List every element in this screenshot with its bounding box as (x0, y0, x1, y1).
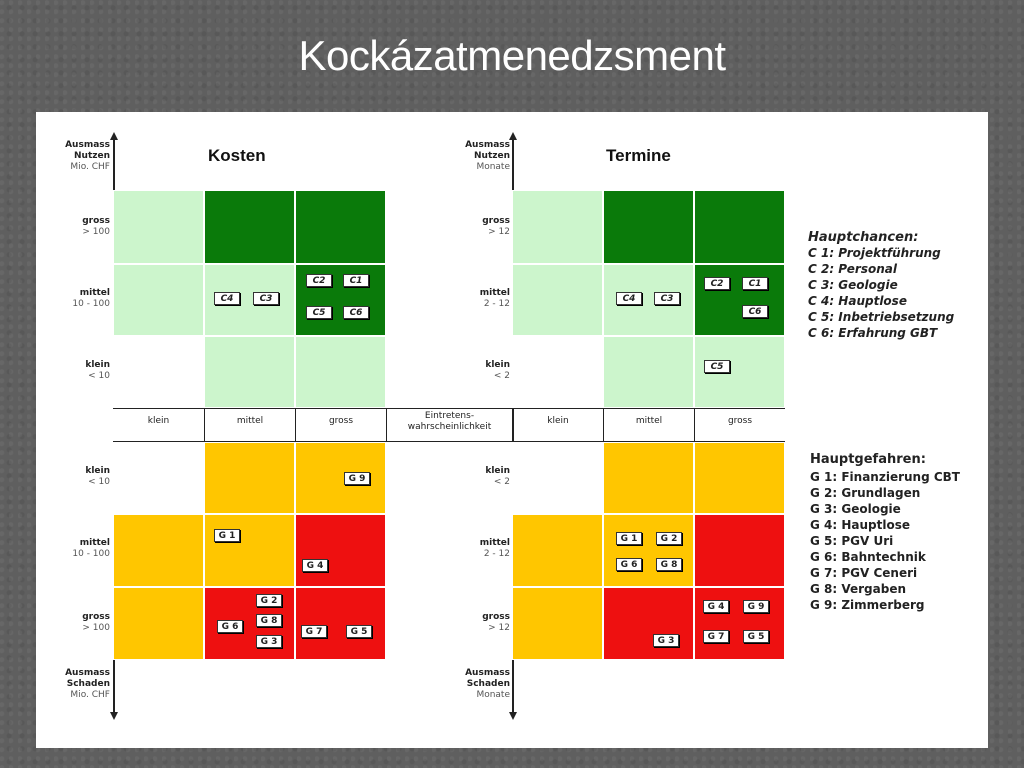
termine-yaxis-bottom-label: Ausmass Schaden Monate (465, 668, 510, 700)
badge-g4: G 4 (302, 559, 328, 572)
termine-danger-cell (512, 587, 603, 660)
legend-danger-item: G 6: Bahntechnik (810, 550, 926, 564)
kosten-row-label: mittel 10 - 100 (72, 288, 110, 309)
termine-danger-cell (694, 514, 785, 587)
kosten-danger-cell (295, 442, 386, 514)
badge-c3: C3 (654, 292, 680, 305)
legend-danger-item: G 7: PGV Ceneri (810, 566, 918, 580)
legend-chances-title: Hauptchancen: (808, 230, 919, 245)
termine-chance-cell (603, 190, 694, 264)
legend-chance-item: C 3: Geologie (808, 278, 898, 292)
badge-c1: C1 (742, 277, 768, 290)
legend-danger-item: G 9: Zimmerberg (810, 598, 925, 612)
badge-g7: G 7 (301, 625, 327, 638)
legend-danger-item: G 2: Grundlagen (810, 486, 921, 500)
badge-g2: G 2 (656, 532, 682, 545)
kosten-danger-cell (295, 514, 386, 587)
kosten-row-label: gross > 100 (82, 612, 110, 633)
risk-matrix-panel (36, 112, 988, 748)
x-axis-label: klein (147, 416, 170, 426)
kosten-chance-cell (204, 336, 295, 408)
badge-g3: G 3 (256, 635, 282, 648)
kosten-chance-cell (113, 336, 204, 408)
kosten-y-axis-arrow-down (110, 712, 118, 720)
kosten-chance-cell (113, 264, 204, 336)
termine-chance-cell (603, 336, 694, 408)
kosten-row-label: gross > 100 (82, 216, 110, 237)
legend-chance-item: C 2: Personal (808, 262, 897, 276)
kosten-danger-cell (113, 442, 204, 514)
termine-y-axis-arrow-up (509, 132, 517, 140)
badge-g6: G 6 (616, 558, 642, 571)
termine-chance-cell (512, 264, 603, 336)
termine-danger-cell (694, 442, 785, 514)
kosten-danger-cell (204, 442, 295, 514)
badge-g8: G 8 (656, 558, 682, 571)
badge-g3: G 3 (653, 634, 679, 647)
termine-danger-cell (512, 442, 603, 514)
badge-g9: G 9 (344, 472, 370, 485)
termine-yaxis-top-label: Ausmass Nutzen Monate (465, 140, 510, 172)
termine-row-label: gross > 12 (482, 216, 510, 237)
termine-chance-cell (694, 190, 785, 264)
badge-g6: G 6 (217, 620, 243, 633)
kosten-chance-cell (295, 190, 386, 264)
x-axis-middle-label: Eintretens- wahrscheinlichkeit (386, 409, 512, 441)
badge-c2: C2 (704, 277, 730, 290)
badge-c2: C2 (306, 274, 332, 287)
legend-danger-item: G 4: Hauptlose (810, 518, 911, 532)
termine-danger-cell (603, 442, 694, 514)
kosten-row-label: klein < 10 (85, 466, 110, 487)
kosten-danger-cell (113, 514, 204, 587)
termine-chance-cell (512, 190, 603, 264)
legend-chance-item: C 5: Inbetriebsetzung (808, 310, 955, 324)
x-axis-label: gross (694, 409, 785, 441)
termine-danger-cell (512, 514, 603, 587)
kosten-chance-cell (204, 190, 295, 264)
termine-title: Termine (606, 146, 671, 165)
kosten-danger-cell (204, 514, 295, 587)
kosten-chance-cell (113, 190, 204, 264)
slide-title: Kockázatmenedzsment (298, 32, 726, 79)
kosten-yaxis-top-label: Ausmass Nutzen Mio. CHF (65, 140, 110, 172)
badge-g7: G 7 (703, 630, 729, 643)
badge-g1: G 1 (616, 532, 642, 545)
termine-y-axis-arrow-down (509, 712, 517, 720)
badge-g5: G 5 (346, 625, 372, 638)
x-axis-label: gross (295, 409, 386, 441)
kosten-title: Kosten (208, 146, 266, 165)
legend-danger-item: G 1: Finanzierung CBT (810, 470, 960, 484)
kosten-yaxis-bottom-label: Ausmass Schaden Mio. CHF (65, 668, 110, 700)
termine-danger-cell (694, 587, 785, 660)
kosten-chance-cell (295, 336, 386, 408)
badge-g8: G 8 (256, 614, 282, 627)
termine-row-label: klein < 2 (485, 360, 510, 381)
kosten-row-label: klein < 10 (85, 360, 110, 381)
kosten-y-axis-arrow-up (110, 132, 118, 140)
badge-g5: G 5 (743, 630, 769, 643)
badge-c5: C5 (704, 360, 730, 373)
kosten-danger-cell (295, 587, 386, 660)
badge-c3: C3 (253, 292, 279, 305)
badge-g4: G 4 (703, 600, 729, 613)
x-axis-label: klein (512, 409, 603, 441)
badge-g1: G 1 (214, 529, 240, 542)
kosten-row-label: mittel 10 - 100 (72, 538, 110, 559)
legend-dangers-title: Hauptgefahren: (810, 452, 926, 467)
x-axis-label: mittel (204, 409, 295, 441)
badge-c4: C4 (616, 292, 642, 305)
badge-c6: C6 (343, 306, 369, 319)
badge-g9: G 9 (743, 600, 769, 613)
legend-chance-item: C 6: Erfahrung GBT (808, 326, 938, 340)
termine-row-label: klein < 2 (485, 466, 510, 487)
termine-row-label: gross > 12 (482, 612, 510, 633)
legend-danger-item: G 8: Vergaben (810, 582, 906, 596)
badge-c6: C6 (742, 305, 768, 318)
badge-g2: G 2 (256, 594, 282, 607)
legend-danger-item: G 3: Geologie (810, 502, 901, 516)
x-axis-label: mittel (603, 409, 694, 441)
legend-chance-item: C 1: Projektführung (808, 246, 941, 260)
badge-c1: C1 (343, 274, 369, 287)
termine-danger-cell (603, 587, 694, 660)
x-axis-row (113, 408, 785, 442)
termine-chance-cell (512, 336, 603, 408)
badge-c5: C5 (306, 306, 332, 319)
termine-danger-cell (603, 514, 694, 587)
termine-row-label: mittel 2 - 12 (479, 538, 510, 559)
termine-chance-cell (694, 264, 785, 336)
termine-row-label: mittel 2 - 12 (479, 288, 510, 309)
legend-chance-item: C 4: Hauptlose (808, 294, 907, 308)
badge-c4: C4 (214, 292, 240, 305)
legend-danger-item: G 5: PGV Uri (810, 534, 894, 548)
kosten-danger-cell (113, 587, 204, 660)
